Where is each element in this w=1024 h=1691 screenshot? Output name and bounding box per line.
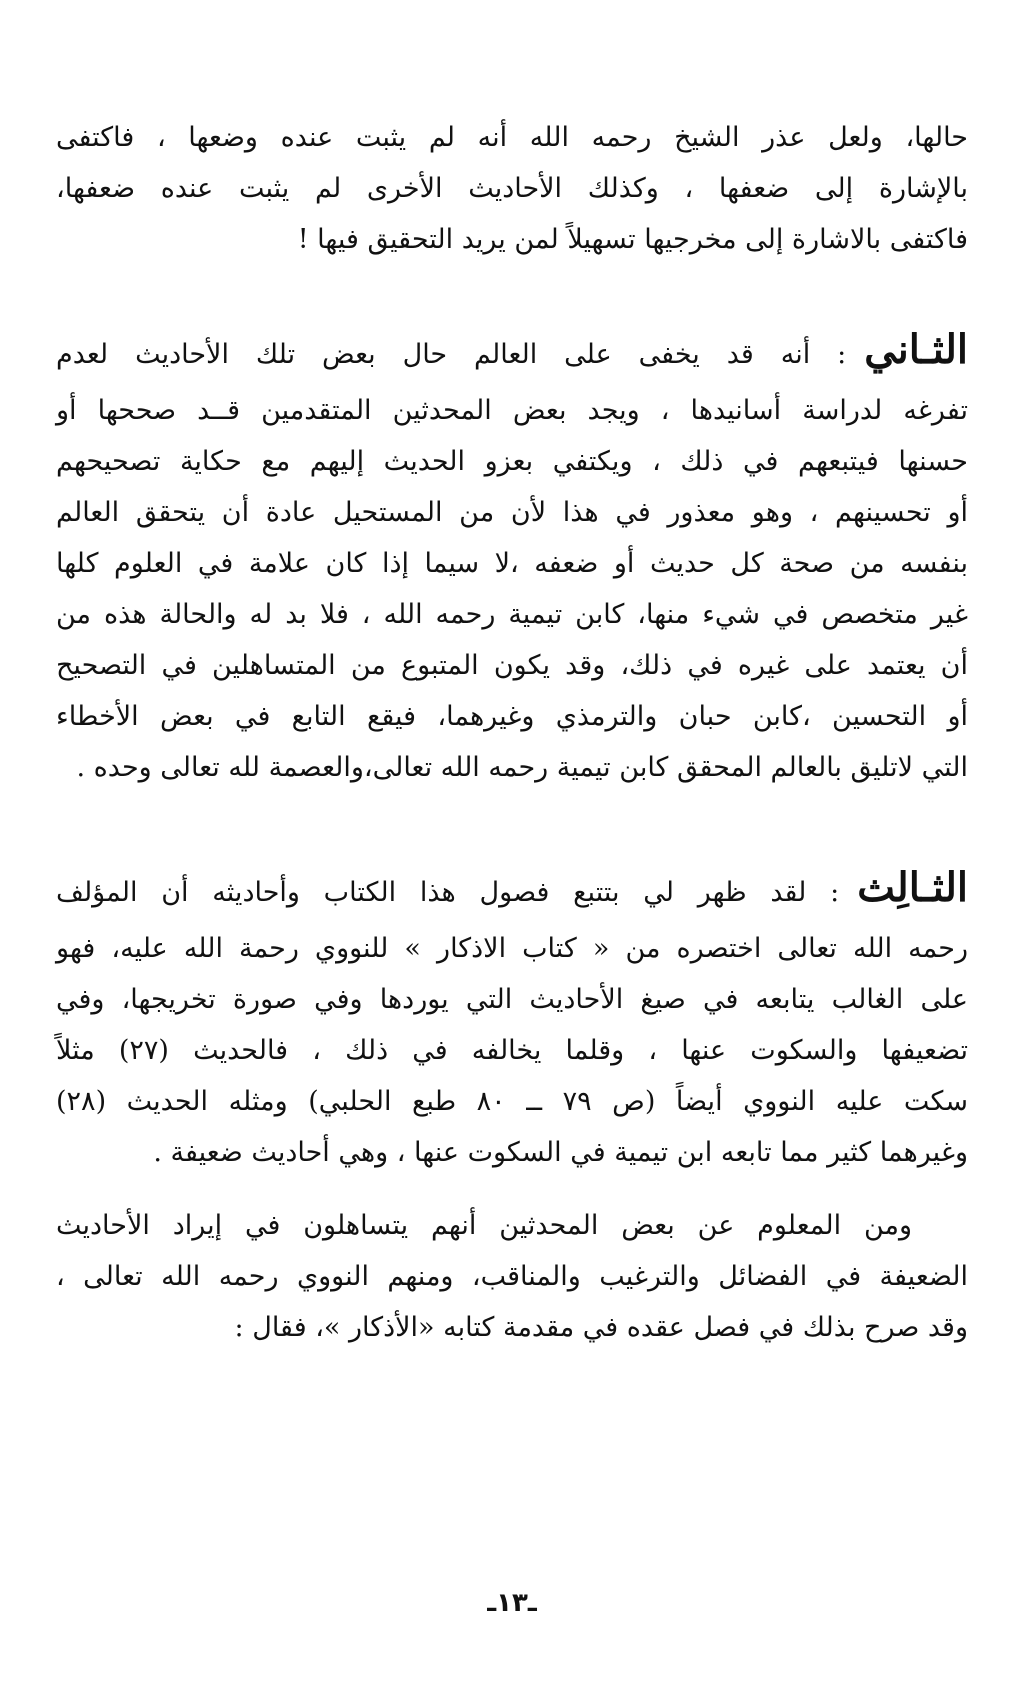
text-line: وقد صرح بذلك في فصل عقده في مقدمة كتابه «الأذكار »، فقال : bbox=[234, 1312, 968, 1343]
text-line: أن يعتمد على غيره في ذلك، وقد يكون المتبوع من المتساهلين في التصحيح bbox=[56, 650, 968, 681]
text-line: بالإشارة إلى ضعفها ، وكذلك الأحاديث الأخرى لم يثبت عنده ضعفها، bbox=[56, 173, 968, 204]
text-line: بنفسه من صحة كل حديث أو ضعفه ،لا سيما إذا كان علامة في العلوم كلها bbox=[56, 548, 968, 579]
paragraph-1 bbox=[56, 112, 968, 265]
text-line: حسنها فيتبعهم في ذلك ، ويكتفي بعزو الحديث إليهم مع حكاية تصحيحهم bbox=[56, 446, 968, 477]
section-third bbox=[56, 853, 968, 1178]
text-line: تفرغه لدراسة أسانيدها ، ويجد بعض المحدثين المتقدمين قــد صححها أو bbox=[56, 395, 968, 426]
section-heading-line bbox=[56, 315, 968, 385]
text-line: تضعيفها والسكوت عنها ، وقلما يخالفه في ذلك ، فالحديث (٢٧) مثلاً bbox=[56, 1035, 968, 1066]
text-line: : لقد ظهر لي بتتبع فصول هذا الكتاب وأحاديثه أن المؤلف bbox=[56, 877, 840, 908]
text-line: سكت عليه النووي أيضاً (ص ٧٩ ــ ٨٠ طبع الحلبي) ومثله الحديث (٢٨) bbox=[56, 1086, 968, 1117]
section-heading: الثـاني bbox=[864, 326, 968, 373]
text-line: الضعيفة في الفضائل والترغيب والمناقب، ومنهم النووي رحمه الله تعالى ، bbox=[56, 1261, 968, 1292]
text-line: رحمه الله تعالى اختصره من « كتاب الاذكار » للنووي رحمة الله عليه، فهو bbox=[56, 933, 968, 964]
section-second bbox=[56, 315, 968, 793]
page-body bbox=[56, 112, 968, 1353]
text-line: : أنه قد يخفى على العالم حال بعض تلك الأحاديث لعدم bbox=[56, 339, 847, 370]
text-line: على الغالب يتابعه في صيغ الأحاديث التي يوردها وفي صورة تخريجها، وفي bbox=[56, 984, 968, 1015]
section-heading: الثـالِث bbox=[857, 864, 968, 911]
text-line: وغيرهما كثير مما تابعه ابن تيمية في السكوت عنها ، وهي أحاديث ضعيفة . bbox=[153, 1137, 968, 1168]
text-line: حالها، ولعل عذر الشيخ رحمه الله أنه لم يثبت عنده وضعها ، فاكتفى bbox=[56, 122, 968, 153]
text-line: غير متخصص في شيء منها، كابن تيمية رحمه الله ، فلا بد له والحالة هذه من bbox=[56, 599, 968, 630]
text-line: التي لاتليق بالعالم المحقق كابن تيمية رحمه الله تعالى،والعصمة لله تعالى وحده . bbox=[76, 752, 968, 783]
paragraph-4 bbox=[56, 1200, 968, 1353]
section-heading-line bbox=[56, 853, 968, 923]
text-line: فاكتفى بالاشارة إلى مخرجيها تسهيلاً لمن يريد التحقيق فيها ! bbox=[297, 224, 968, 255]
text-line: أو تحسينهم ، وهو معذور في هذا لأن من المستحيل عادة أن يتحقق العالم bbox=[56, 497, 968, 528]
text-line: ومن المعلوم عن بعض المحدثين أنهم يتساهلون في إيراد الأحاديث bbox=[56, 1210, 912, 1241]
text-line: أو التحسين ،كابن حبان والترمذي وغيرهما، فيقع التابع في بعض الأخطاء bbox=[56, 701, 968, 732]
page-number: ـ١٣ـ bbox=[487, 1588, 537, 1618]
